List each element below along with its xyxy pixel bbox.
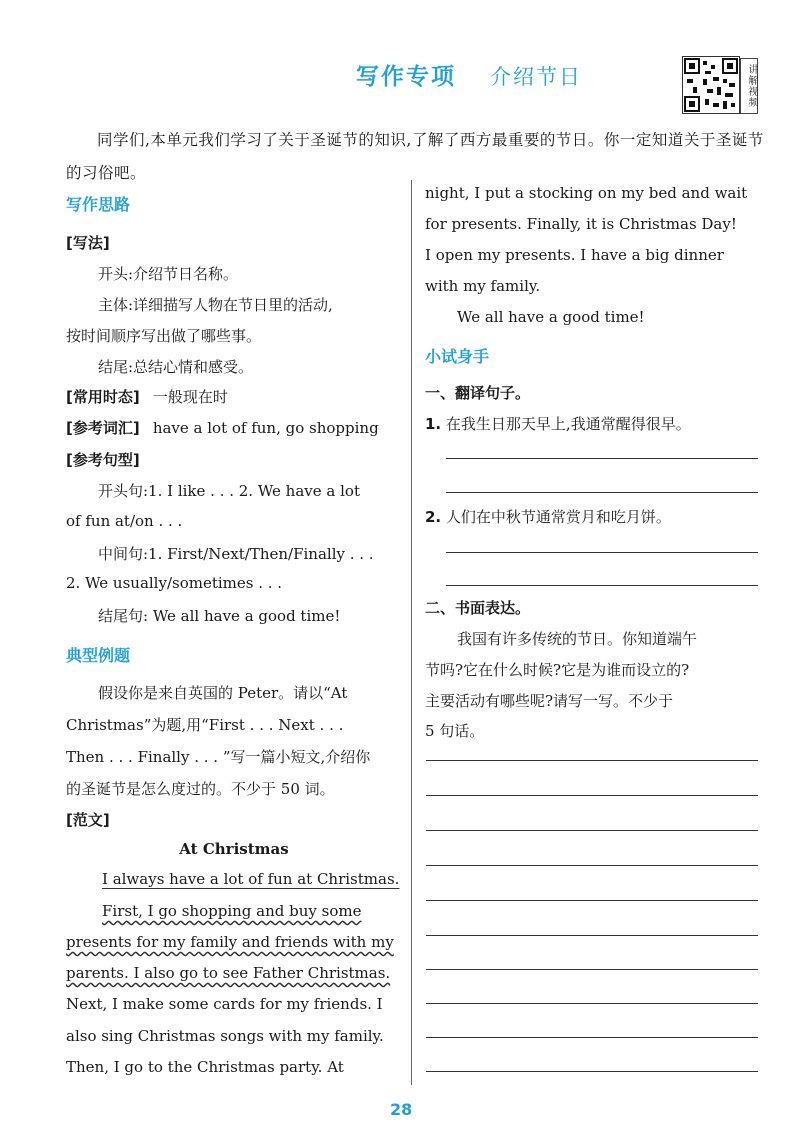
answer-line-2a[interactable] — [446, 552, 758, 553]
vocab-line — [66, 417, 402, 438]
tense-line — [66, 386, 402, 407]
method-end: 结尾:总结心情和感受。 — [98, 358, 254, 376]
essay-line-7: Then, I go to the Christmas party. At — [66, 1058, 344, 1076]
essay-line-4 — [66, 964, 402, 982]
section-writing-ideas: 写作思路 — [66, 195, 131, 214]
open-sentence-1: 开头句:1. I like . . . 2. We have a lot — [98, 482, 360, 500]
writing-line[interactable] — [426, 1003, 758, 1004]
writing-prompt-4: 5 句话。 — [425, 722, 485, 740]
essay-title: At Christmas — [179, 840, 289, 858]
answer-line-1a[interactable] — [446, 458, 758, 459]
writing-line[interactable] — [426, 935, 758, 936]
mid-sentence-2: 2. We usually/sometimes . . . — [66, 574, 283, 592]
method-body-2: 按时间顺序写出做了哪些事。 — [66, 327, 262, 345]
question-2 — [425, 506, 760, 527]
writing-line[interactable] — [426, 1037, 758, 1038]
task-line-4: 的圣诞节是怎么度过的。不少于 50 词。 — [66, 780, 335, 798]
question-2-number: 2. — [425, 508, 442, 526]
writing-line[interactable] — [426, 795, 758, 796]
essay-line-10: I open my presents. I have a big dinner — [425, 246, 724, 264]
question-1 — [425, 413, 760, 434]
writing-line[interactable] — [426, 760, 758, 761]
writing-line[interactable] — [426, 865, 758, 866]
mid-sentence-1: 中间句:1. First/Next/Then/Finally . . . — [98, 545, 374, 563]
vocab-label: [参考词汇] — [66, 419, 140, 437]
essay-line-11: with my family. — [425, 277, 541, 295]
qr-code-icon[interactable] — [682, 56, 740, 114]
essay-line-2-text: First, I go shopping and buy some — [102, 902, 362, 920]
essay-line-1-text: I always have a lot of fun at Christmas. — [102, 870, 400, 888]
writing-prompt-2: 节吗?它在什么时候?它是为谁而设立的? — [425, 661, 690, 679]
essay-line-5: Next, I make some cards for my friends. I — [66, 995, 383, 1013]
video-tag: 讲解视频 — [740, 58, 758, 114]
writing-prompt-1: 我国有许多传统的节日。你知道端午 — [457, 630, 698, 648]
essay-line-4-text: parents. I also go to see Father Christmas. — [66, 964, 391, 982]
method-body-1: 主体:详细描写人物在节日里的活动, — [98, 296, 333, 314]
section-example: 典型例题 — [66, 646, 131, 665]
essay-line-9: for presents. Finally, it is Christmas Day! — [425, 215, 737, 233]
tense-label: [常用时态] — [66, 388, 140, 406]
tense-value: 一般现在时 — [152, 388, 228, 406]
essay-line-8: night, I put a stocking on my bed and wait — [425, 184, 748, 202]
essay-line-6: also sing Christmas songs with my family. — [66, 1027, 384, 1045]
task-line-1: 假设你是来自英国的 Peter。请以“At — [98, 684, 348, 702]
essay-line-12: We all have a good time! — [457, 308, 645, 326]
part2-title: 二、书面表达。 — [425, 599, 531, 617]
essay-line-2 — [66, 902, 438, 920]
page-subtitle: 介绍节日 — [490, 65, 582, 89]
method-label: [写法] — [66, 234, 110, 252]
column-divider — [411, 180, 412, 1085]
page-number: 28 — [390, 1100, 413, 1119]
intro-paragraph: 同学们,本单元我们学习了关于圣诞节的知识,了解了西方最重要的节日。你一定知道关于圣诞节的习俗吧。 — [66, 131, 764, 182]
writing-prompt-3: 主要活动有哪些呢?请写一写。不少于 — [425, 692, 674, 710]
task-line-2: Christmas”为题,用“First . . . Next . . . — [66, 716, 344, 734]
sample-label: [范文] — [66, 811, 110, 829]
essay-line-3 — [66, 933, 402, 951]
part1-title: 一、翻译句子。 — [425, 384, 531, 402]
essay-line-3-text: presents for my family and friends with my — [66, 933, 394, 951]
end-sentence: 结尾句: We all have a good time! — [98, 607, 341, 625]
question-1-text: 在我生日那天早上,我通常醒得很早。 — [445, 415, 691, 433]
question-1-number: 1. — [425, 415, 442, 433]
writing-line[interactable] — [426, 969, 758, 970]
page-title: 写作专项 — [356, 64, 456, 90]
section-practice: 小试身手 — [425, 347, 490, 366]
method-open: 开头:介绍节日名称。 — [98, 265, 239, 283]
open-sentence-2: of fun at/on . . . — [66, 512, 183, 530]
answer-line-2b[interactable] — [446, 585, 758, 586]
sentences-label: [参考句型] — [66, 451, 140, 469]
writing-line[interactable] — [426, 1071, 758, 1072]
writing-line[interactable] — [426, 900, 758, 901]
task-line-3: Then . . . Finally . . . ”写一篇小短文,介绍你 — [66, 748, 371, 766]
essay-line-1 — [66, 870, 438, 888]
question-2-text: 人们在中秋节通常赏月和吃月饼。 — [445, 508, 671, 526]
vocab-value: have a lot of fun, go shopping — [152, 419, 379, 437]
answer-line-1b[interactable] — [446, 492, 758, 493]
writing-line[interactable] — [426, 830, 758, 831]
